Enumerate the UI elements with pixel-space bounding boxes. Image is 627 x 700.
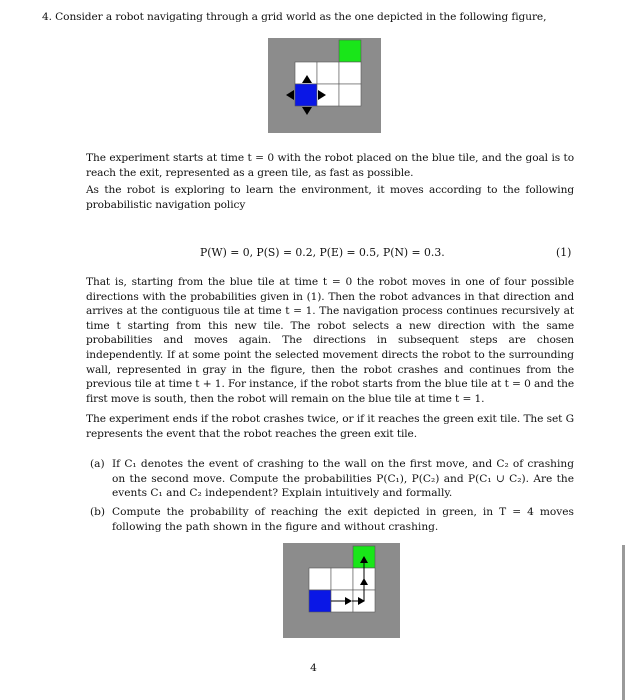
policy-equation: P(W) = 0, P(S) = 0.2, P(E) = 0.5, P(N) = 0.3.: [200, 246, 445, 259]
part-b: [90, 505, 574, 534]
equation-number: (1): [556, 246, 572, 259]
paragraph-start: The experiment starts at time t = 0 with the robot placed on the blue tile, and the goal is to reach the exit, represented as a green tile, as fast as possible.: [86, 152, 574, 179]
tile-r2c2: [339, 84, 361, 106]
grid-world-figure-1: [268, 38, 381, 133]
scrollbar-edge[interactable]: [622, 545, 625, 700]
tile-r2c0-blue: [309, 590, 331, 612]
question-intro: 4. Consider a robot navigating through a grid world as the one depicted in the following figure,: [42, 11, 547, 23]
tile-r1c1: [317, 62, 339, 84]
tile-r1c1: [331, 568, 353, 590]
paragraph-policy: As the robot is exploring to learn the environment, it moves according to the following probabilistic navigation policy: [86, 184, 574, 211]
part-a: [90, 457, 574, 501]
tile-r1c0: [309, 568, 331, 590]
tile-r2c0-blue: [295, 84, 317, 106]
grid-world-figure-2: [283, 543, 400, 638]
part-b-text: Compute the probability of reaching the exit depicted in green, in T = 4 moves following the path shown in the figure and without crashing.: [112, 506, 574, 533]
paragraph-explanation: That is, starting from the blue tile at time t = 0 the robot moves in one of four possible directions with the probabilities given in (1). Then the robot advances in that direction and arrives at the contiguous tile at time t = 1. The navigation process continues recursively at time t starting from this new tile. The robot selects a new direction with the same probabilities and moves again. The directions in subsequent steps are chosen independently. If at some point the selected movement directs the robot to the surrounding wall, represented in gray in the figure, then the robot crashes and continues from the previous tile at time t + 1. For instance, if the robot starts from the blue tile at t = 0 and the first move is south, then the robot will remain on the blue tile at time t = 1.: [86, 276, 574, 405]
part-b-label: (b): [90, 506, 106, 518]
part-a-text: If C₁ denotes the event of crashing to the wall on the first move, and C₂ of crashing on the second move. Compute the probabilities P(C₁), P(C₂) and P(C₁ ∪ C₂). Are the events C₁ and C₂ independent? Explain intuitively and formally.: [112, 458, 574, 500]
part-a-label: (a): [90, 458, 105, 470]
tile-r0c2-green: [339, 40, 361, 62]
tile-r1c2: [339, 62, 361, 84]
paragraph-end-condition: The experiment ends if the robot crashes twice, or if it reaches the green exit tile. The set G represents the event that the robot reaches the green exit tile.: [86, 413, 574, 440]
page-number: 4: [310, 662, 317, 674]
